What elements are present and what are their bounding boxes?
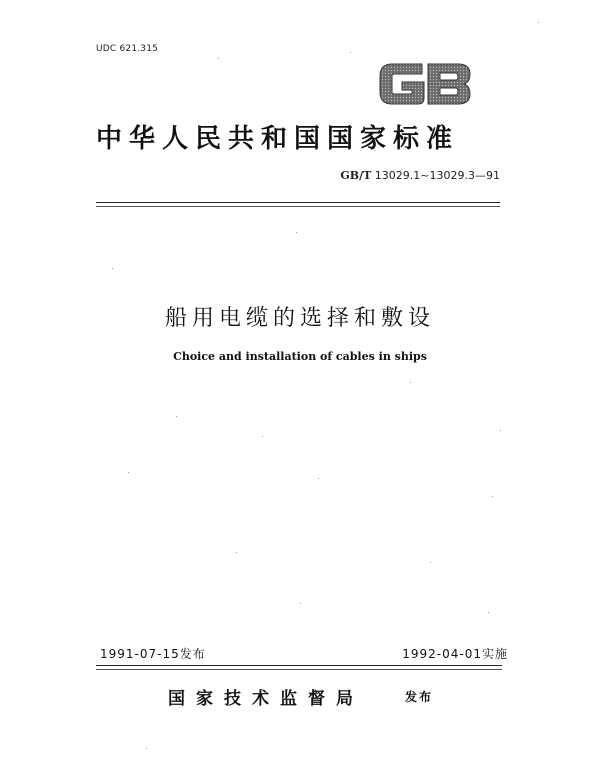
scan-speck [350,52,351,53]
issue-date: 1991-07-15发布 [100,647,206,661]
scan-speck [318,478,319,479]
standard-prefix: GB/T [340,169,372,182]
udc-code: UDC 621.315 [96,44,159,54]
scan-speck [500,430,501,431]
gb-logo-icon [378,60,472,108]
scan-speck [538,22,539,23]
scan-speck [300,603,301,604]
document-title-cn: 船用电缆的选择和敷设 [164,306,435,331]
implementation-date: 1992-04-01实施 [402,647,508,661]
scan-speck [262,436,263,437]
publish-label: 发布 [405,690,434,704]
bottom-rule-thin [96,669,502,670]
standard-number [340,169,500,182]
top-rule [96,202,500,203]
scan-speck [218,58,219,59]
scan-speck [176,416,177,417]
scan-speck [488,612,489,613]
publisher-name: 国家技术监督局 [168,689,364,709]
scan-speck [410,382,411,383]
bottom-rule [96,665,502,666]
scan-speck [296,232,297,233]
scan-speck [492,496,493,497]
document-title-en: Choice and installation of cables in ships [173,350,427,363]
scan-speck [128,472,129,473]
top-rule-thin [96,206,500,207]
scan-speck [236,552,237,553]
national-standard-title: 中华人民共和国国家标准 [96,124,460,154]
scan-speck [430,562,431,563]
standard-code: 13029.1~13029.3—91 [374,169,500,182]
scan-speck [112,268,113,269]
scan-speck [146,748,147,749]
